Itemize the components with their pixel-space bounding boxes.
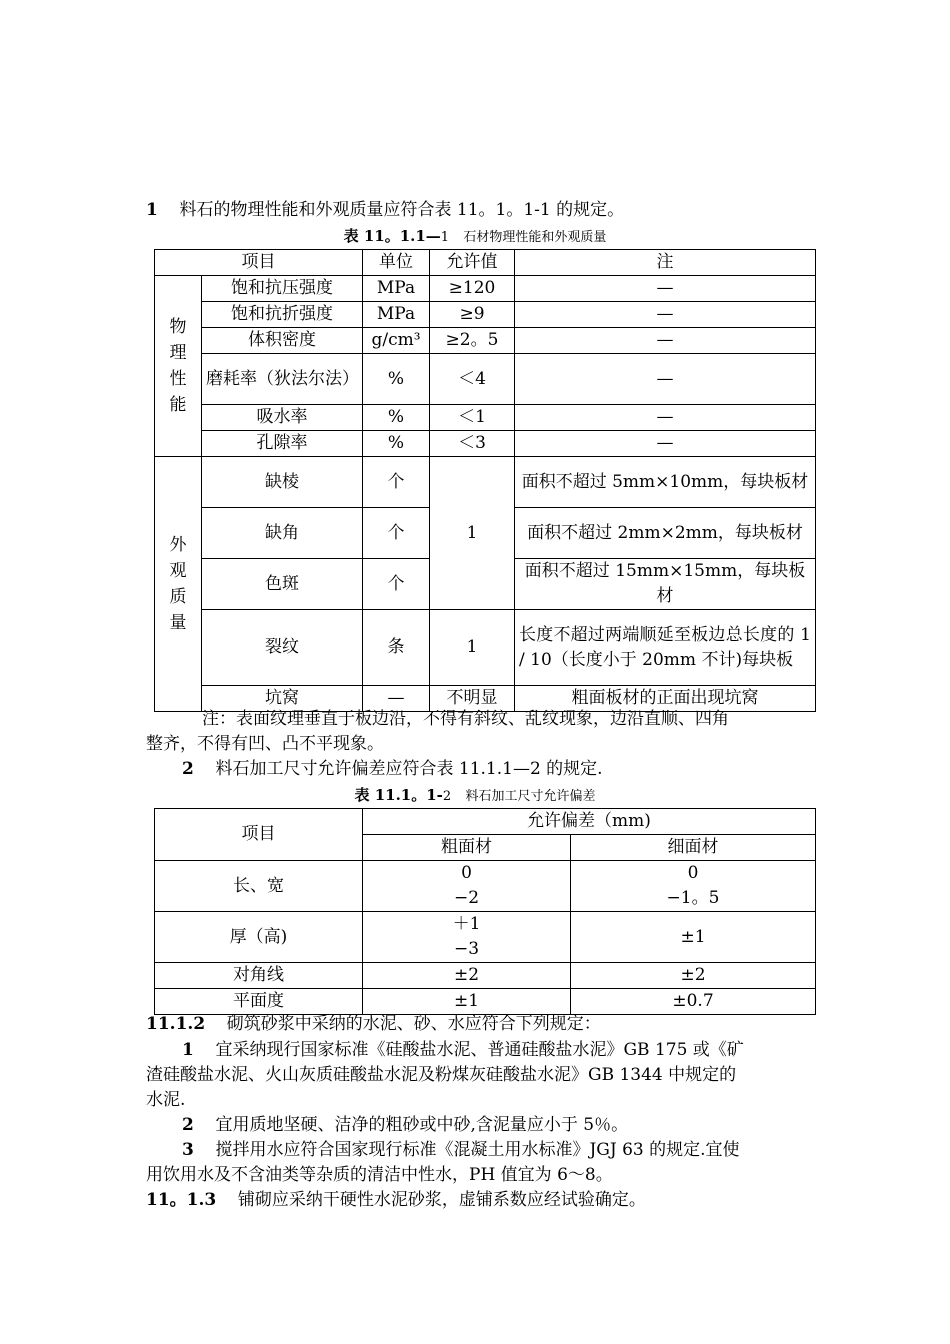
section-11-1-2: 11.1.2 砌筑砂浆中采纳的水泥、砂、水应符合下列规定： (146, 1014, 601, 1034)
table-row: 吸水率 % ＜1 — (155, 405, 816, 431)
table-row: 对角线 ±2 ±2 (155, 963, 816, 989)
paragraph-1: 1 料石的物理性能和外观质量应符合表 11。1。1-1 的规定。 (146, 200, 625, 220)
table-row: 外 观 质 量 缺棱 个 1 面积不超过 5mm×10mm，每块板材 (155, 457, 816, 508)
table-stone-properties (154, 249, 816, 712)
table-row: 厚（高) ＋1 −3 ±1 (155, 912, 816, 963)
item-2: 2 宜用质地坚硬、洁净的粗砂或中砂,含泥量应小于 5％。 (182, 1115, 629, 1135)
table-2-caption: 表 11.1。1-2 料石加工尺寸允许偏差 (354, 786, 596, 804)
table-1-note-line1: 注：表面纹理垂直于板边沿，不得有斜纹、乱纹现象，边沿直顺、四角 (202, 709, 729, 729)
item-1-line1: 1 宜采纳现行国家标准《硅酸盐水泥、普通硅酸盐水泥》GB 175 或《矿 (182, 1040, 744, 1060)
table-row: 磨耗率（狄法尔法） % ＜4 — (155, 354, 816, 405)
table-row: 色斑 个 面积不超过 15mm×15mm，每块板材 (155, 559, 816, 610)
table-1-note-line2: 整齐，不得有凹、凸不平现象。 (146, 734, 384, 754)
group-label-physical: 物 理 性 能 (155, 276, 202, 457)
table-row: 缺角 个 面积不超过 2mm×2mm，每块板材 (155, 508, 816, 559)
table-row: 裂纹 条 1 长度不超过两端顺延至板边总长度的 1 / 10（长度小于 20mm 不计)每块板 (155, 610, 816, 686)
table-1-caption: 表 11。1.1—1 石材物理性能和外观质量 (343, 227, 607, 245)
item-1-line3: 水泥. (146, 1090, 186, 1110)
table-header-row: 项目 单位 允许值 注 (155, 250, 816, 276)
section-11-1-3: 11。1.3 铺砌应采纳干硬性水泥砂浆，虚铺系数应经试验确定。 (146, 1190, 646, 1210)
table-tolerance (154, 808, 816, 1015)
item-3-line2: 用饮用水及不含油类等杂质的清洁中性水，PH 值宜为 6～8。 (146, 1165, 613, 1185)
item-3-line1: 3 搅拌用水应符合国家现行标准《混凝土用水标准》JGJ 63 的规定.宜使 (182, 1140, 740, 1160)
table-row: 长、宽 0 −2 0 −1。5 (155, 861, 816, 912)
table-row: 体积密度 g/cm³ ≥2。5 — (155, 328, 816, 354)
item-1-line2: 渣硅酸盐水泥、火山灰质硅酸盐水泥及粉煤灰硅酸盐水泥》GB 1344 中规定的 (146, 1065, 737, 1085)
table-row: 孔隙率 % ＜3 — (155, 431, 816, 457)
group-label-appearance: 外 观 质 量 (155, 457, 202, 712)
table-row: 饱和抗折强度 MPa ≥9 — (155, 302, 816, 328)
table-header-row: 项目 允许偏差（mm) (155, 809, 816, 835)
table-subheader-row: 粗面材 细面材 (155, 835, 816, 861)
paragraph-2: 2 料石加工尺寸允许偏差应符合表 11.1.1—2 的规定. (182, 759, 603, 779)
table-row: 平面度 ±1 ±0.7 (155, 989, 816, 1015)
table-row: 坑窝 — 不明显 粗面板材的正面出现坑窝 (155, 686, 816, 712)
table-row: 物 理 性 能 饱和抗压强度 MPa ≥120 — (155, 276, 816, 302)
